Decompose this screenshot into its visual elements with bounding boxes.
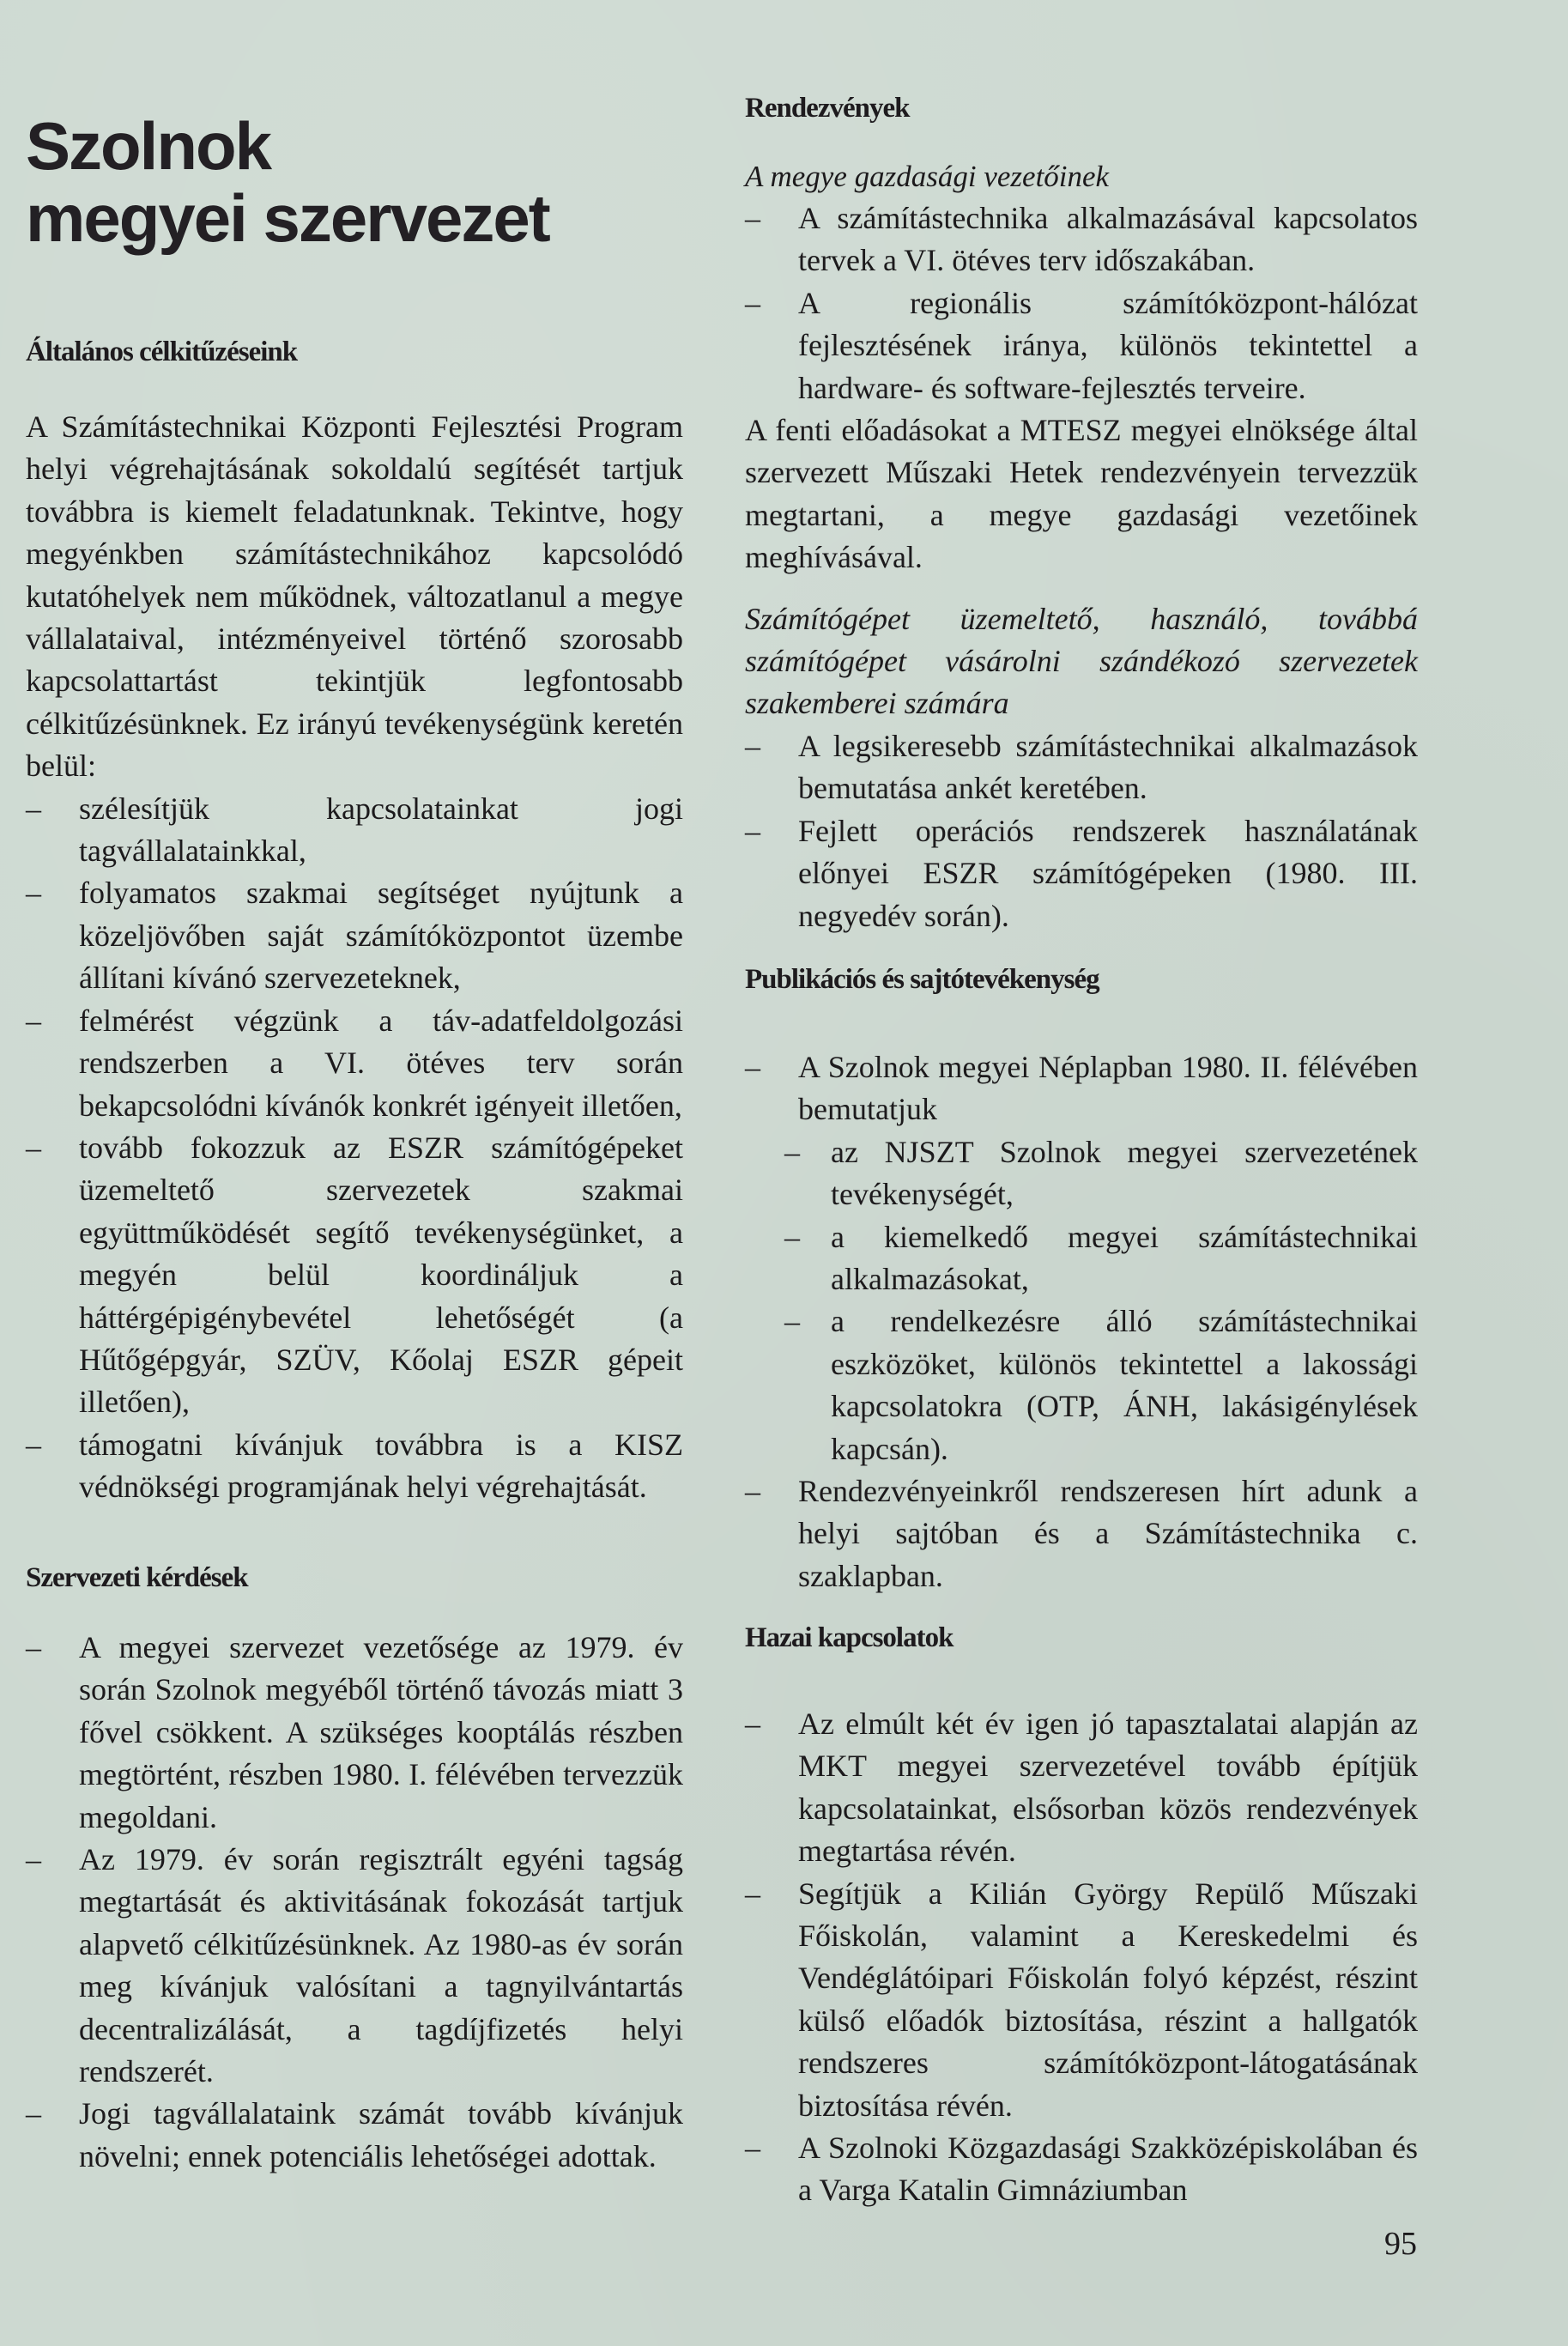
list-item-text: A Szolnok megyei Néplapban 1980. II. félévében bemutatjuk bbox=[798, 1050, 1418, 1127]
section-organizational-issues bbox=[26, 1561, 683, 2178]
list-item-text: a kiemelkedő megyei számítástechnikai alkalmazásokat, bbox=[831, 1219, 1418, 1297]
dash-marker: – bbox=[26, 1630, 41, 1664]
section-heading: Szervezeti kérdések bbox=[26, 1562, 248, 1593]
bullet-list bbox=[26, 788, 683, 1509]
list-item-text: Az elmúlt két év igen jó tapasztalatai alapján az MKT megyei szervezetével tovább építjük kapcsolatainkat, elsősorban közös rendezvények megtartása révén. bbox=[798, 1706, 1418, 1869]
list-item bbox=[784, 1131, 1418, 1216]
section-publications bbox=[745, 962, 1418, 1597]
list-item-text: A regionális számítóközpont-hálózat fejlesztésének iránya, különös tekintettel a hardware- és software-fejlesztés terveire. bbox=[798, 285, 1418, 405]
list-item-text: folyamatos szakmai segítséget nyújtunk a közeljövőben saját számítóközpontot üzembe állítani kívánó szervezeteknek, bbox=[79, 876, 683, 996]
list-item-text: Segítjük a Kilián György Repülő Műszaki Főiskolán, valamint a Kereskedelmi és Vendéglátóipari Főiskolán folyó képzést, részint külső előadók biztosítása, részint a hallgatók rendszeres számítóközpont-látogatásának biztosítása révén. bbox=[798, 1876, 1418, 2123]
dash-marker: – bbox=[745, 201, 760, 235]
list-item-text: tovább fokozzuk az ESZR számítógépeket üzemeltető szervezetek szakmai együttműködését segítő tevékenységünket, a megyén belül koordináljuk a háttérgépigénybevétel lehetőségét (a Hűtőgépgyár, SZÜV, Kőolaj ESZR gépeit illetően), bbox=[79, 1130, 683, 1420]
list-item bbox=[745, 810, 1418, 937]
list-item bbox=[745, 1703, 1418, 1873]
paragraph: A Számítástechnikai Központi Fejlesztési Program helyi végrehajtásának sokoldalú segítését tartjuk továbbra is kiemelt feladatunknak. Tekintve, hogy megyénkben számítástechnikához kapcsolódó kutatóhelyek nem működnek, változatlanul a megye vállalataival, intézményeivel történő szorosabb kapcsolattartást tekintjük legfontosabb célkitűzésünknek. Ez irányú tevékenységünk keretén belül: bbox=[26, 409, 683, 784]
list-item bbox=[745, 1470, 1418, 1597]
bullet-list bbox=[745, 197, 1418, 409]
list-item-text: A megyei szervezet vezetősége az 1979. év során Szolnok megyéből történő távozás miatt 3 fővel csökkent. A szükséges kooptálás részben megtörtént, részben 1980. I. félévében tervezzük megoldani. bbox=[79, 1630, 683, 1834]
list-item bbox=[26, 1627, 683, 1839]
list-item-text: Az 1979. év során regisztrált egyéni tagság megtartását és aktivitásának fokozását tartjuk alapvető célkitűzésünknek. Az 1980-as év során meg kívánjuk valósítani a tagnyilvántartás decentralizálását, a tagdíjfizetés helyi rendszerét. bbox=[79, 1842, 683, 2089]
section-heading: Általános célkitűzéseink bbox=[26, 336, 298, 367]
list-item bbox=[26, 2093, 683, 2178]
subheading: Számítógépet üzemeltető, használó, továbbá számítógépet vásárolni szándékozó szervezetek szakemberei számára bbox=[745, 601, 1418, 721]
nested-bullet-list bbox=[784, 1131, 1418, 1470]
section-heading: Rendezvények bbox=[745, 93, 910, 124]
section-heading: Hazai kapcsolatok bbox=[745, 1622, 954, 1653]
section-general-goals bbox=[26, 335, 683, 1509]
dash-marker: – bbox=[784, 1134, 800, 1169]
title-line-2: megyei szervezet bbox=[26, 180, 549, 256]
list-item-text: Rendezvényeinkről rendszeresen hírt adunk a helyi sajtóban és a Számítástechnika c. szaklapban. bbox=[798, 1474, 1418, 1593]
dash-marker: – bbox=[745, 2131, 760, 2166]
dash-marker: – bbox=[26, 2096, 41, 2131]
list-item bbox=[745, 1046, 1418, 1131]
dash-marker: – bbox=[745, 1876, 760, 1911]
dash-marker: – bbox=[26, 876, 41, 911]
list-item-text: Jogi tagvállalataink számát tovább kívánjuk növelni; ennek potenciális lehetőségei adottak. bbox=[79, 2096, 683, 2173]
list-item-text: szélesítjük kapcsolatainkat jogi tagvállalatainkkal, bbox=[79, 791, 683, 869]
paragraph: A fenti előadásokat a MTESZ megyei elnöksége által szervezett Műszaki Hetek rendezvényein tervezzük megtartani, a megye gazdasági vezetőinek meghívásával. bbox=[745, 413, 1418, 575]
dash-marker: – bbox=[26, 791, 41, 826]
bullet-list bbox=[745, 725, 1418, 937]
list-item-text: A legsikeresebb számítástechnikai alkalmazások bemutatása ankét keretében. bbox=[798, 728, 1418, 806]
page-title bbox=[26, 110, 549, 254]
list-item bbox=[26, 788, 683, 873]
bullet-list bbox=[745, 1703, 1418, 2212]
dash-marker: – bbox=[745, 1706, 760, 1741]
dash-marker: – bbox=[784, 1304, 800, 1339]
title-line-1: Szolnok bbox=[26, 108, 271, 184]
list-item-text: felmérést végzünk a táv-adatfeldolgozási rendszerben a VI. ötéves terv során bekapcsolódni kívánók konkrét igényeit illetően, bbox=[79, 1003, 683, 1123]
list-item-text: A számítástechnika alkalmazásával kapcsolatos tervek a VI. ötéves terv időszakában. bbox=[798, 201, 1418, 278]
dash-marker: – bbox=[745, 728, 760, 763]
list-item bbox=[784, 1216, 1418, 1301]
list-item-text: A Szolnoki Közgazdasági Szakközépiskolában és a Varga Katalin Gimnáziumban bbox=[798, 2131, 1418, 2208]
dash-marker: – bbox=[745, 1474, 760, 1509]
subheading: A megye gazdasági vezetőinek bbox=[745, 160, 1110, 193]
dash-marker: – bbox=[26, 1427, 41, 1462]
list-item-text: Fejlett operációs rendszerek használatának előnyei ESZR számítógépeken (1980. III. negyedév során). bbox=[798, 813, 1418, 933]
list-item bbox=[26, 1000, 683, 1127]
list-item bbox=[745, 282, 1418, 409]
dash-marker: – bbox=[745, 813, 760, 848]
list-item bbox=[745, 197, 1418, 282]
page-number: 95 bbox=[1384, 2226, 1417, 2262]
dash-marker: – bbox=[784, 1219, 800, 1254]
dash-marker: – bbox=[745, 285, 760, 320]
section-heading: Publikációs és sajtótevékenység bbox=[745, 964, 1099, 995]
bullet-list bbox=[745, 1470, 1418, 1597]
list-item bbox=[26, 1839, 683, 2093]
section-events bbox=[745, 91, 1418, 937]
list-item bbox=[26, 872, 683, 999]
list-item-text: támogatni kívánjuk továbbra is a KISZ védnökségi programjának helyi végrehajtását. bbox=[79, 1427, 683, 1505]
bullet-list bbox=[745, 1046, 1418, 1131]
list-item bbox=[784, 1300, 1418, 1470]
dash-marker: – bbox=[26, 1842, 41, 1877]
list-item bbox=[26, 1127, 683, 1424]
dash-marker: – bbox=[26, 1130, 41, 1165]
list-item-text: az NJSZT Szolnok megyei szervezetének tevékenységét, bbox=[831, 1134, 1418, 1212]
list-item-text: a rendelkezésre álló számítástechnikai eszközöket, különös tekintettel a lakossági kapcsolatokra (OTP, ÁNH, lakásigénylések kapcsán). bbox=[831, 1304, 1418, 1466]
bullet-list bbox=[26, 1627, 683, 2178]
list-item bbox=[745, 725, 1418, 810]
dash-marker: – bbox=[745, 1050, 760, 1084]
list-item bbox=[745, 2127, 1418, 2212]
list-item bbox=[26, 1424, 683, 1509]
list-item bbox=[745, 1873, 1418, 2127]
section-domestic-relations bbox=[745, 1621, 1418, 2212]
dash-marker: – bbox=[26, 1003, 41, 1038]
